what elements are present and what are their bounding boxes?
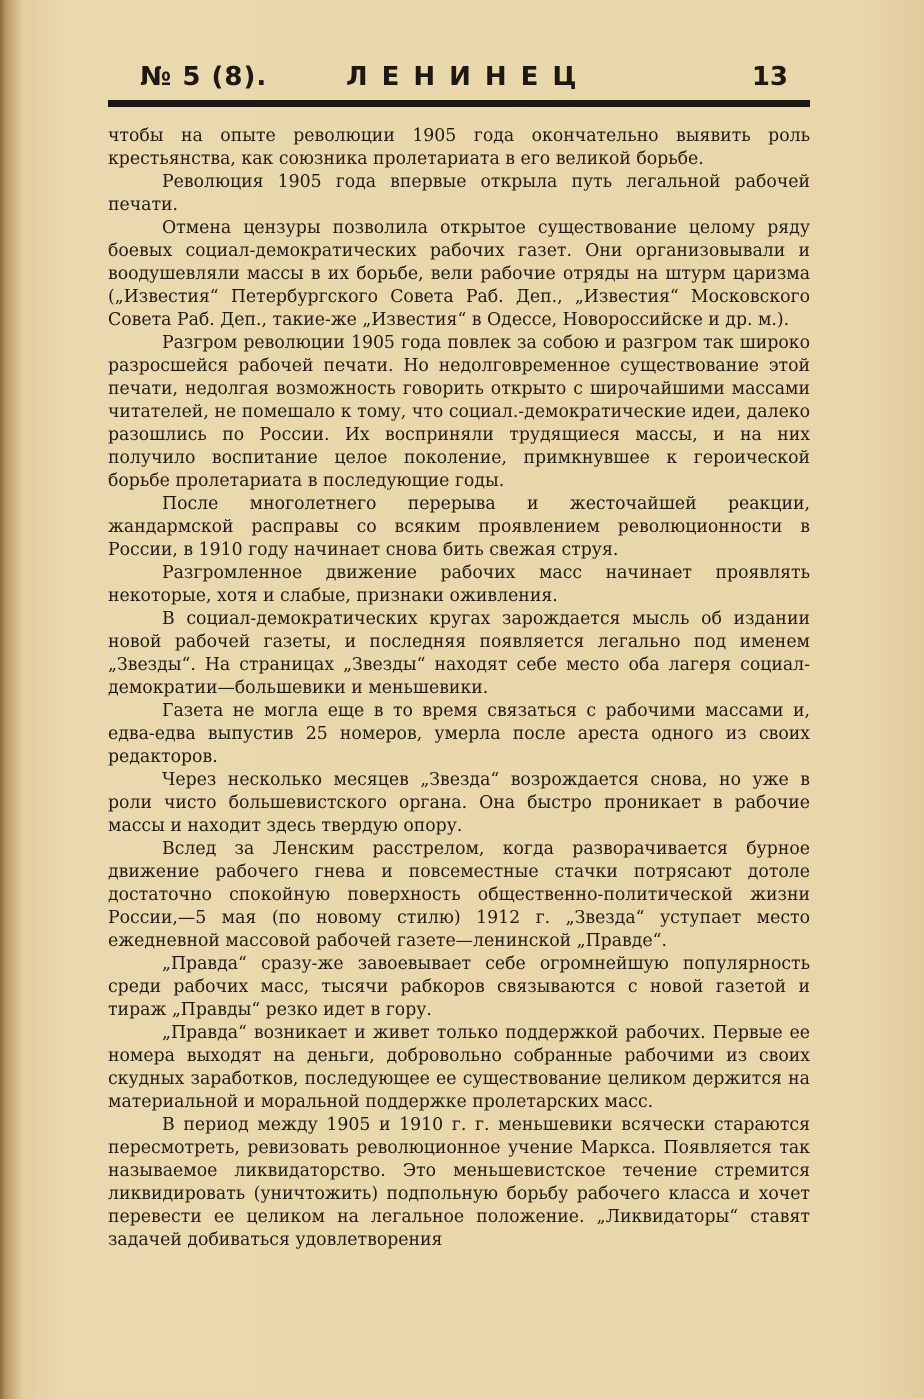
body-text	[108, 125, 810, 1252]
header-rule	[108, 100, 810, 107]
issue-number: № 5 (8).	[140, 62, 268, 92]
paragraph: „Правда“ возникает и живет только поддержкой рабочих. Первые ее номера выходят на деньги, добровольно собранные рабочими из своих скудных заработков, последующее ее существование целиком держится на материальной и моральной поддержке пролетарских масс.	[108, 1023, 810, 1112]
page-number: 13	[751, 62, 788, 92]
paragraph: чтобы на опыте революции 1905 года окончательно выявить роль крестьянства, как союзника пролетариата в его великой борьбе.	[108, 126, 810, 169]
paragraph: Отмена цензуры позволила открытое существование целому ряду боевых социал-демократических рабочих газет. Они организовывали и воодушевляли массы в их борьбе, вели рабочие отряды на штурм царизма („Известия“ Петербургского Совета Раб. Деп., „Известия“ Московского Совета Раб. Деп., такие-же „Известия“ в Одессе, Новороссийске и др. м.).	[108, 218, 810, 330]
paragraph: Через несколько месяцев „Звезда“ возрождается снова, но уже в роли чисто большевистского органа. Она быстро проникает в рабочие массы и находит здесь твердую опору.	[108, 770, 810, 836]
paragraph: В период между 1905 и 1910 г. г. меньшевики всячески стараются пересмотреть, ревизовать революционное учение Маркса. Появляется так называемое ликвидаторство. Это меньшевистское течение стремится ликвидировать (уничтожить) подпольную борьбу рабочего класса и хочет перевести ее целиком на легальное положение. „Ликвидаторы“ ставят задачей добиваться удовлетворения	[108, 1115, 810, 1250]
paragraph: Разгромленное движение рабочих масс начинает проявлять некоторые, хотя и слабые, признаки оживления.	[108, 563, 810, 606]
paragraph: Газета не могла еще в то время связаться с рабочими массами и, едва-едва выпустив 25 номеров, умерла после ареста одного из своих редакторов.	[108, 701, 810, 767]
paragraph: В социал-демократических кругах зарождается мысль об издании новой рабочей газеты, и последняя появляется легально под именем „Звезды“. На страницах „Звезды“ находят себе место оба лагеря социал-демократии—большевики и меньшевики.	[108, 609, 810, 698]
journal-title: ЛЕНИНЕЦ	[346, 62, 591, 92]
page-header	[108, 58, 810, 98]
paragraph: Разгром революции 1905 года повлек за собою и разгром так широко разросшейся рабочей печати. Но недолговременное существование этой печати, недолгая возможность говорить открыто с широчайшими массами читателей, не помешало к тому, что социал.-демократические идеи, далеко разошлись по России. Их восприняли трудящиеся массы, и на них получило воспитание целое поколение, примкнувшее к героической борьбе пролетариата в последующие годы.	[108, 333, 810, 491]
paragraph: После многолетнего перерыва и жесточайшей реакции, жандармской расправы со всяким проявлением революционности в России, в 1910 году начинает снова бить свежая струя.	[108, 494, 810, 560]
paragraph: Вслед за Ленским расстрелом, когда разворачивается бурное движение рабочего гнева и повсеместные стачки потрясают дотоле достаточно спокойную поверхность общественно-политической жизни России,—5 мая (по новому стилю) 1912 г. „Звезда“ уступает место ежедневной массовой рабочей газете—ленинской „Правде“.	[108, 839, 810, 951]
paragraph: „Правда“ сразу-же завоевывает себе огромнейшую популярность среди рабочих масс, тысячи рабкоров связываются с новой газетой и тираж „Правды“ резко идет в гору.	[108, 954, 810, 1020]
paragraph: Революция 1905 года впервые открыла путь легальной рабочей печати.	[108, 172, 810, 215]
